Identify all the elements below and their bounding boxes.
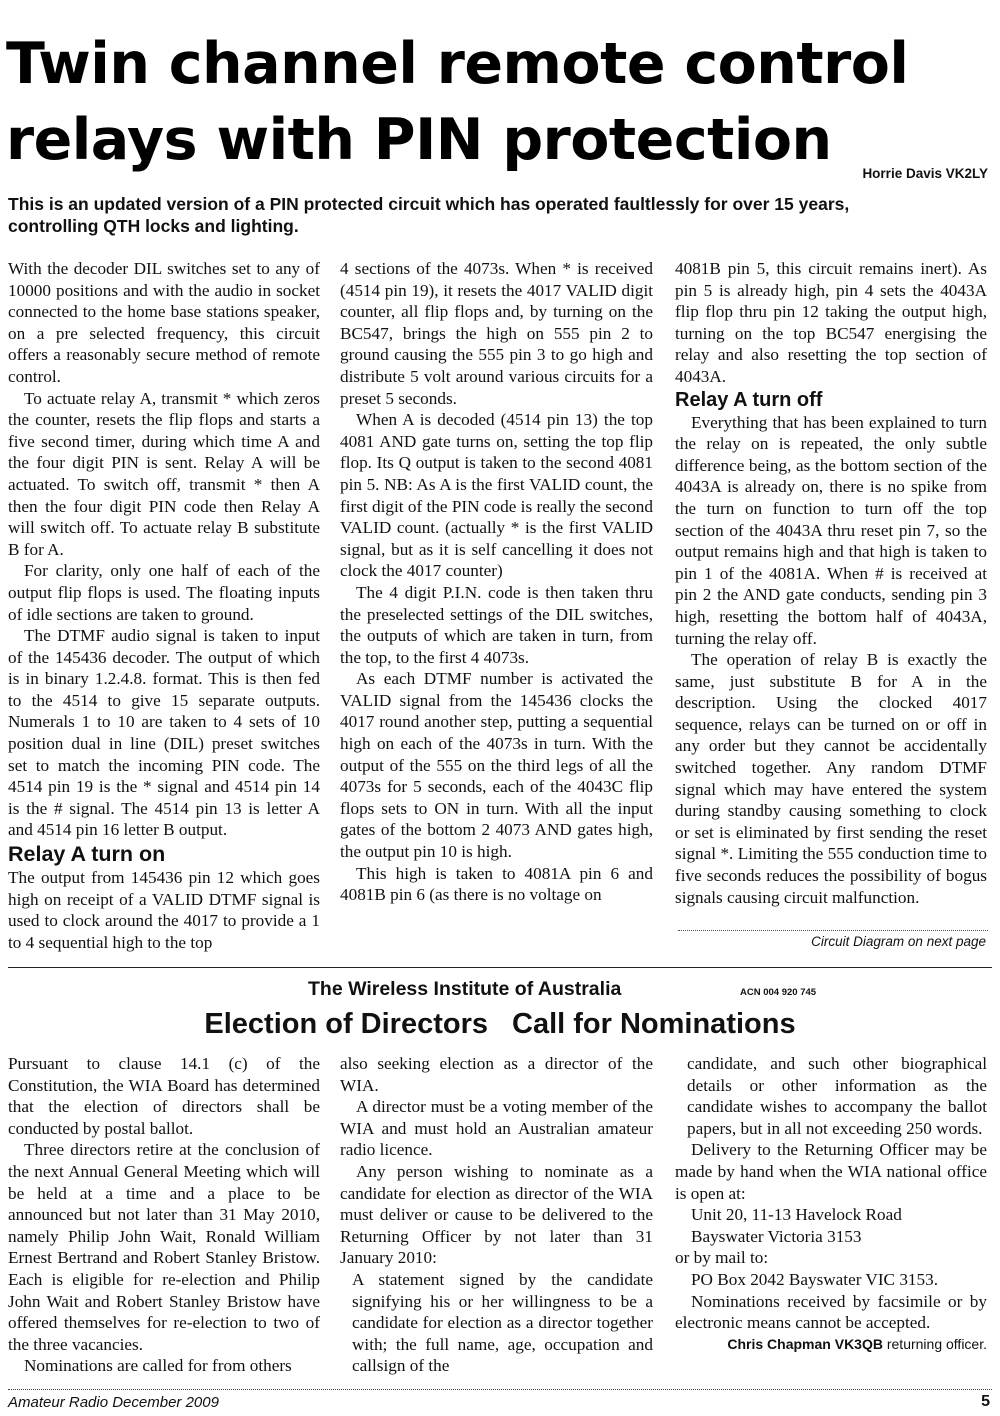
- paragraph: When A is decoded (4514 pin 13) the top 4081 AND gate turns on, setting the top flip flop. Its Q output is taken to the second 4081 pin 5. NB: As A is the first VALID count, the first digit of the PIN code is really the second VALID count. (actually * is the first VALID signal, but as it is self cancelling it does not clock the 4017 counter): [340, 410, 653, 581]
- paragraph: This high is taken to 4081A pin 6 and 4081B pin 6 (as there is no voltage on: [340, 863, 653, 905]
- signature-line: [675, 1335, 987, 1353]
- intro-line-1: This is an updated version of a PIN protected circuit which has operated faultlessly for over 15 years,: [8, 194, 850, 214]
- paragraph: Pursuant to clause 14.1 (c) of the Constitution, the WIA Board has determined that the election of directors shall be conducted by postal ballot.: [8, 1054, 320, 1138]
- publication-name: Amateur Radio December 2009: [8, 1394, 219, 1411]
- paragraph: 4081B pin 5, this circuit remains inert). As pin 5 is already high, pin 4 sets the 4043A flip flop thru pin 12 taking the output high, turning on the top BC547 energising the relay and also resetting the top section of 4043A.: [675, 259, 987, 386]
- paragraph: As each DTMF number is activated the VALID signal from the 145436 clocks the 4017 round another step, putting a sequential high on each of the 4073s in turn. With the output of the 555 on the third legs of all the 4073s for 5 seconds, each of the 4043C flip flops sets to ON in turn. With all the input gates of the bottom 2 4073 AND gates high, the output pin 10 is high.: [340, 669, 653, 862]
- intro-line-2: controlling QTH locks and lighting.: [8, 216, 299, 236]
- article-headline: [6, 26, 996, 178]
- paragraph: The DTMF audio signal is taken to input of the 145436 decoder. The output of which is in binary 1.2.4.8. format. This is then fed to the 4514 to give 15 separate outputs. Numerals 1 to 10 are taken to 4 sets of 10 position dual in line (DIL) preset switches set to match the incoming PIN code. The 4514 pin 19 is the * signal and 4514 pin 14 is the # signal. The 4514 pin 13 is letter A and 4514 pin 16 letter B output.: [8, 626, 320, 840]
- heading-relay-a-turn-on: Relay A turn on: [8, 842, 166, 867]
- headline-line-1: Twin channel remote control: [6, 31, 909, 97]
- paragraph: The output from 145436 pin 12 which goes high on receipt of a VALID DTMF signal is used to clock around the 4017 to provide a 1 to 4 sequential high to the top: [8, 868, 320, 952]
- notice-column-1: [8, 1053, 320, 1383]
- footer-rule: [8, 1389, 992, 1390]
- article-column-2: [340, 258, 653, 958]
- paragraph: Any person wishing to nominate as a candidate for election as director of the WIA must deliver or cause to be delivered to the Returning Officer by not later than 31 January 2010:: [340, 1161, 653, 1268]
- paragraph: Everything that has been explained to turn the relay on is repeated, the only subtle difference being, as the bottom section of the 4043A is already on, there is no spike from the turn on function to turn off the top section of the 4043A thru reset pin 7, so the output remains high and that high is taken to pin 1 of the 4081A. When # is received at pin 2 the AND gate conducts, sending pin 3 high, resetting the bottom half of 4043A, turning the relay off.: [675, 412, 987, 648]
- notice-title-part-2: Call for Nominations: [512, 1008, 796, 1040]
- acn-number: ACN 004 920 745: [740, 987, 817, 998]
- diagram-caption: Circuit Diagram on next page: [811, 934, 986, 949]
- notice-column-2: [340, 1053, 653, 1383]
- paragraph: Delivery to the Returning Officer may be made by hand when the WIA national office is open at:: [675, 1140, 987, 1203]
- notice-column-3: [675, 1053, 987, 1383]
- paragraph: The 4 digit P.I.N. code is then taken thru the preselected settings of the DIL switches, the outputs of which are taken in turn, from the top, to the first 4 4073s.: [340, 582, 653, 667]
- address-line: Unit 20, 11-13 Havelock Road: [691, 1205, 902, 1225]
- paragraph: A statement signed by the candidate signifying his or her willingness to be a candidate for election as a director together with; the full name, age, occupation and callsign of the: [352, 1269, 653, 1376]
- notice-title-part-1: Election of Directors: [204, 1008, 489, 1040]
- paragraph: With the decoder DIL switches set to any of 10000 positions and with the audio in socket connected to the home base stations speaker, on a pre selected frequency, this circuit offers a reasonably secure method of remote control.: [8, 259, 320, 386]
- paragraph: Nominations are called for from others: [24, 1356, 292, 1376]
- paragraph: also seeking election as a director of the WIA.: [340, 1054, 653, 1095]
- signer-name: Chris Chapman VK3QB: [727, 1335, 883, 1352]
- signer-role: returning officer.: [886, 1335, 987, 1352]
- paragraph: 4 sections of the 4073s. When * is received (4514 pin 19), it resets the 4017 VALID digit counter, all flip flops and, by turning on the BC547, brings the high on 555 pin 2 to ground causing the 555 pin 3 to go high and distribute 5 volt around various circuits for a preset 5 seconds.: [340, 259, 653, 408]
- article-intro: [8, 193, 988, 237]
- article-column-3: [675, 258, 987, 958]
- headline-line-2: relays with PIN protection: [6, 107, 832, 173]
- address-line: Bayswater Victoria 3153: [691, 1226, 862, 1246]
- paragraph: To actuate relay A, transmit * which zeros the counter, resets the flip flops and starts a five second timer, during which time A and the four digit PIN is sent. Relay A will be actuated. To switch off, transmit * then A then the four digit PIN code then Relay A will switch off. To actuate relay B substitute B for A.: [8, 388, 320, 559]
- section-divider: [8, 967, 992, 968]
- organisation-name: The Wireless Institute of Australia: [308, 978, 622, 1000]
- article-author: Horrie Davis VK2LY: [862, 166, 988, 181]
- caption-rule: [678, 930, 988, 931]
- po-box-line: PO Box 2042 Bayswater VIC 3153.: [691, 1269, 938, 1289]
- paragraph: Three directors retire at the conclusion of the next Annual General Meeting which will be held at a time and a place to be announced but not later than 31 May 2010, namely Philip John Wait, Ronald William Ernest Bertrand and Robert Stanley Bristow. Each is eligible for re-election and Philip John Wait and Robert Stanley Bristow have offered themselves for re-election to two of the three vacancies.: [8, 1140, 320, 1354]
- article-column-1: [8, 258, 320, 958]
- heading-relay-a-turn-off: Relay A turn off: [675, 388, 823, 411]
- paragraph: Nominations received by facsimile or by electronic means cannot be accepted.: [675, 1291, 987, 1333]
- paragraph: or by mail to:: [675, 1248, 769, 1268]
- paragraph: The operation of relay B is exactly the same, just substitute B for A in the description. Using the clocked 4017 sequence, relays can be turned on or off in any order but they cannot be accidentally switched together. Any random DTMF signal which may have entered the system during standby causing something to clock or set is eliminated by first sending the reset signal *. Limiting the 555 conduction time to five seconds reduces the possibility of bogus signals causing circuit malfunction.: [675, 650, 987, 907]
- page-number: 5: [981, 1393, 990, 1410]
- paragraph: For clarity, only one half of each of the output flip flops is used. The floating inputs of idle sections are taken to ground.: [8, 561, 320, 624]
- paragraph: A director must be a voting member of the WIA and must hold an Australian amateur radio licence.: [340, 1097, 653, 1160]
- notice-title: [0, 1006, 1000, 1042]
- paragraph: candidate, and such other biographical details or other information as the candidate wishes to accompany the ballot papers, but in all not exceeding 250 words.: [687, 1054, 987, 1138]
